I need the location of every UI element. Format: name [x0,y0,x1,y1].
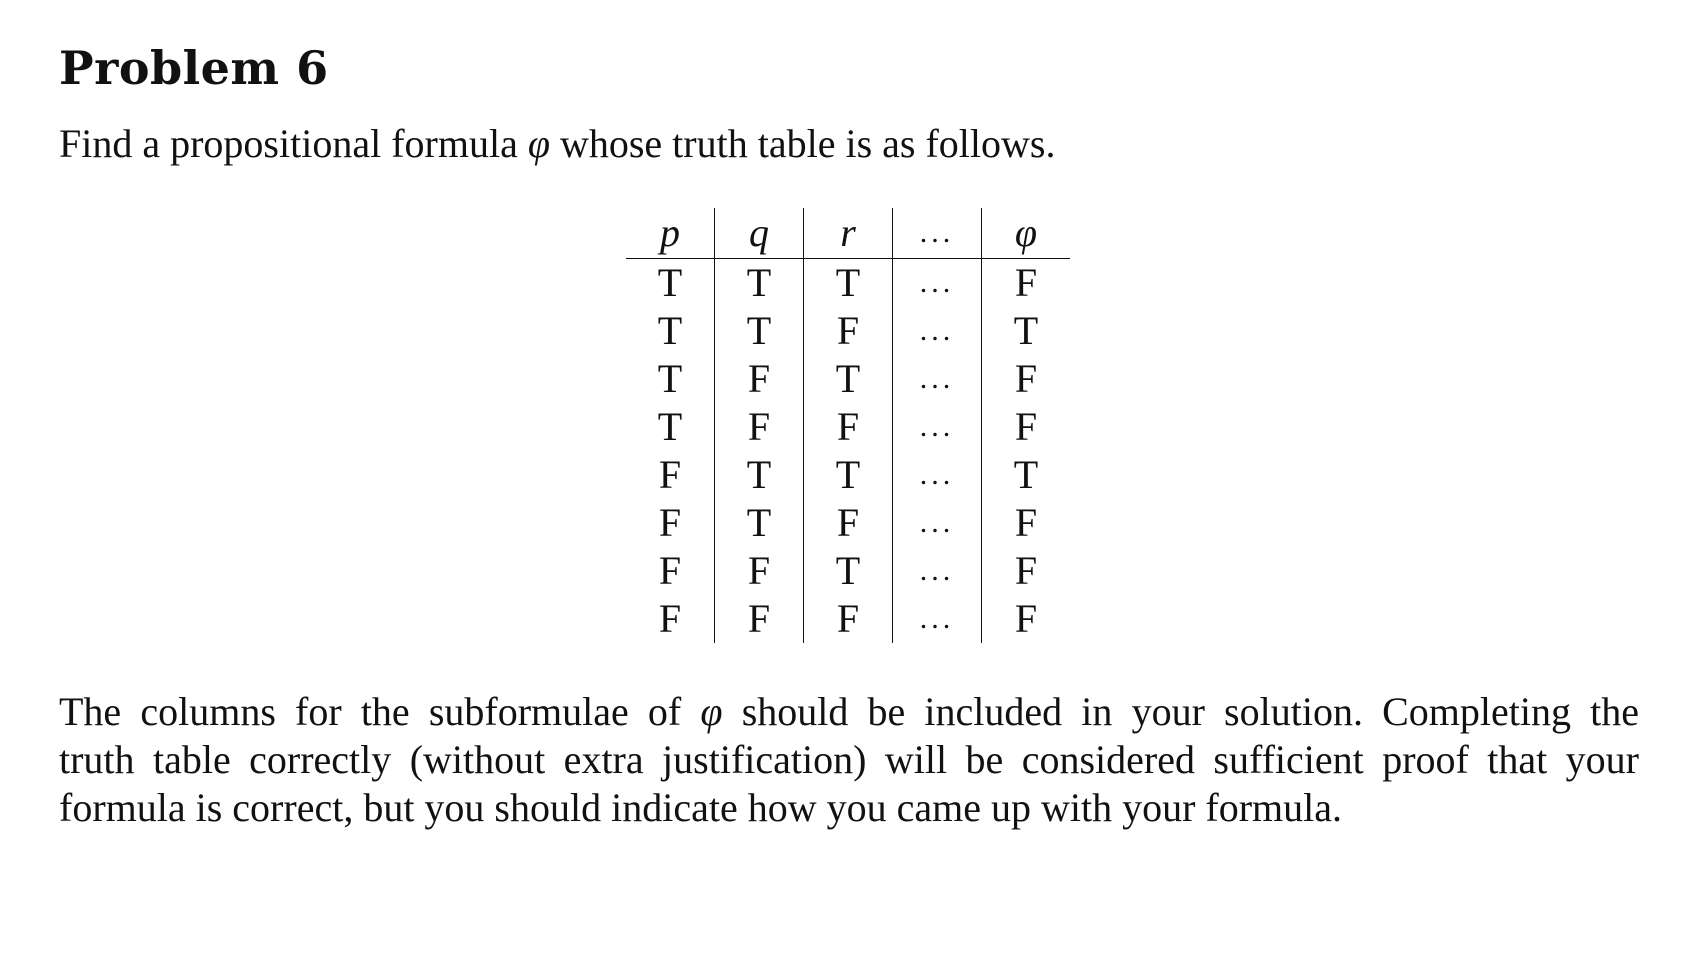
instructions-line-3: formula is correct, but you should indicate how you came up with your formula. [59,785,1343,830]
cell-phi: T [1013,308,1039,353]
truth-table-row [626,547,1070,595]
truth-table-row [626,403,1070,451]
truth-table-row [626,307,1070,355]
cell-r: F [804,403,893,451]
cell-phi: F [1014,596,1038,641]
cell-q: F [715,595,804,643]
cell-p: T [626,259,715,308]
phi-symbol: φ [527,121,550,166]
cell-p: F [626,547,715,595]
cell-p: T [626,355,715,403]
header-q: q [715,208,804,259]
truth-table-row [626,451,1070,499]
header-p: p [626,208,715,259]
cell-q: T [715,451,804,499]
cell-q: F [715,355,804,403]
truth-table-row [626,595,1070,643]
cell-p: F [626,451,715,499]
cell-ellipsis: ... [893,355,982,403]
cell-p: F [626,499,715,547]
problem-heading: Problem 6 [59,41,329,95]
cell-phi: F [1014,404,1038,449]
cell-phi: T [1013,452,1039,497]
cell-phi: F [1014,260,1038,305]
cell-q: T [715,259,804,308]
instructions-paragraph [59,688,1639,832]
phi-symbol: φ [700,689,723,734]
cell-r: T [804,259,893,308]
instructions-text-before: The columns for the subformulae of [59,689,701,734]
cell-phi: F [1014,548,1038,593]
cell-q: F [715,547,804,595]
truth-table-row [626,355,1070,403]
cell-q: F [715,403,804,451]
cell-phi: F [1014,500,1038,545]
statement-text-before: Find a propositional formula [59,121,528,166]
cell-q: T [715,499,804,547]
cell-p: T [626,307,715,355]
cell-r: F [804,499,893,547]
cell-r: F [804,595,893,643]
cell-ellipsis: ... [893,595,982,643]
cell-r: F [804,307,893,355]
cell-p: T [626,403,715,451]
cell-ellipsis: ... [893,403,982,451]
truth-table [626,208,1070,643]
cell-ellipsis: ... [893,307,982,355]
truth-table-row [626,259,1070,308]
cell-r: T [804,547,893,595]
cell-ellipsis: ... [893,259,982,308]
statement-text-after: whose truth table is as follows. [549,121,1056,166]
instructions-line-1 [59,688,1639,736]
cell-ellipsis: ... [893,499,982,547]
instructions-text-after: should be included in your solution. Completing the [722,689,1639,734]
instructions-line-2: truth table correctly (without extra justification) will be considered sufficient proof that your [59,737,1639,782]
cell-ellipsis: ... [893,451,982,499]
cell-p: F [626,595,715,643]
cell-q: T [715,307,804,355]
header-ellipsis: ... [893,208,982,259]
cell-ellipsis: ... [893,547,982,595]
cell-r: T [804,355,893,403]
truth-table-row [626,499,1070,547]
header-r: r [804,208,893,259]
header-phi: φ [982,208,1071,259]
cell-phi: F [1014,356,1038,401]
cell-r: T [804,451,893,499]
truth-table-header-row [626,208,1070,259]
problem-statement [59,118,1055,170]
